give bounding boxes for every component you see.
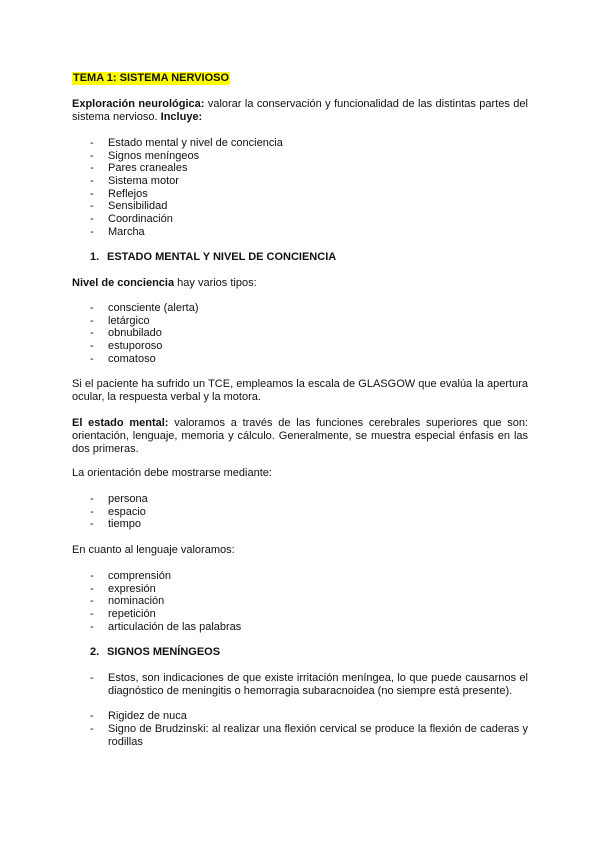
lenguaje-list	[88, 570, 528, 633]
list-item: - Coordinación	[88, 213, 528, 226]
list-item: - tiempo	[88, 518, 528, 531]
exploracion-text: valorar la conservación y funcionalidad de las distintas partes del sistema nervioso.	[72, 98, 528, 123]
list-item: - persona	[88, 493, 528, 506]
list-item: - Rigidez de nuca	[88, 710, 528, 723]
section-2-heading	[90, 646, 220, 659]
exploracion-paragraph	[72, 98, 528, 124]
list-item: - repetición	[88, 608, 528, 621]
section-2-number: 2.	[90, 646, 100, 658]
estado-mental-paragraph	[72, 417, 528, 456]
list-item: - Signo de Brudzinski: al realizar una flexión cervical se produce la flexión de caderas y rodillas	[88, 723, 528, 749]
section-1-title: ESTADO MENTAL Y NIVEL DE CONCIENCIA	[107, 251, 337, 263]
list-item: - comatoso	[88, 353, 528, 366]
section-1-number: 1.	[90, 251, 100, 263]
lenguaje-intro: En cuanto al lenguaje valoramos:	[72, 544, 235, 556]
exploracion-label: Exploración neurológica:	[72, 98, 205, 110]
list-item: - Reflejos	[88, 188, 528, 201]
nivel-list	[88, 302, 528, 365]
page-title: TEMA 1: SISTEMA NERVIOSO	[73, 72, 230, 84]
nivel-paragraph	[72, 277, 528, 290]
list-item: - letárgico	[88, 315, 528, 328]
list-item: - Marcha	[88, 226, 528, 239]
nivel-text: hay varios tipos:	[174, 277, 257, 289]
meningeos-list-a	[88, 672, 528, 698]
list-item: - estuporoso	[88, 340, 528, 353]
glasgow-paragraph: Si el paciente ha sufrido un TCE, empleamos la escala de GLASGOW que evalúa la apertura ocular, la respuesta verbal y la motora.	[72, 378, 528, 403]
nivel-label: Nivel de conciencia	[72, 277, 175, 289]
incluye-label: Incluye:	[160, 111, 203, 123]
section-1-heading	[90, 251, 336, 264]
list-item: - Sistema motor	[88, 175, 528, 188]
list-item: - consciente (alerta)	[88, 302, 528, 315]
list-item: - Signos meníngeos	[88, 150, 528, 163]
list-item: - Pares craneales	[88, 162, 528, 175]
list-item: - articulación de las palabras	[88, 621, 528, 634]
orientacion-list	[88, 493, 528, 531]
estado-mental-text: valoramos a través de las funciones cerebrales superiores que son: orientación, lenguaje, memoria y cálculo. Generalmente, se muestra especial énfasis en las dos primeras.	[72, 417, 529, 455]
list-item: - Estos, son indicaciones de que existe irritación meníngea, lo que puede causarnos el diagnóstico de meningitis o hemorragia subaracnoidea (no siempre está presente).	[88, 672, 528, 698]
list-item: - espacio	[88, 506, 528, 519]
estado-mental-label: El estado mental:	[72, 417, 169, 429]
list-item: - Sensibilidad	[88, 200, 528, 213]
orientacion-intro: La orientación debe mostrarse mediante:	[72, 467, 272, 479]
list-item: - obnubilado	[88, 327, 528, 340]
list-item: - comprensión	[88, 570, 528, 583]
list-item: - nominación	[88, 595, 528, 608]
list-item: - expresión	[88, 583, 528, 596]
exploracion-list	[88, 137, 528, 239]
meningeos-list-b	[88, 710, 528, 749]
section-2-title: SIGNOS MENÍNGEOS	[107, 646, 221, 658]
list-item: - Estado mental y nivel de conciencia	[88, 137, 528, 150]
